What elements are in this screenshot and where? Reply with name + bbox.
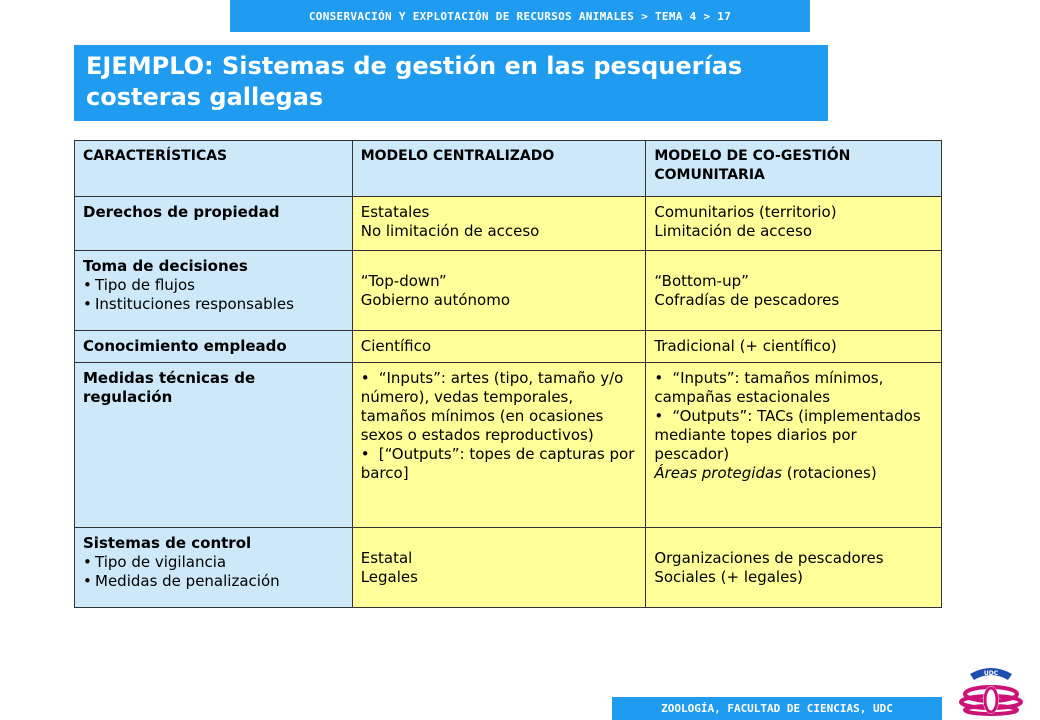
list-item-label: [“Outputs”: topes de capturas por barco] (360, 445, 635, 482)
list-item (361, 369, 638, 445)
feature-label: Toma de decisiones (83, 257, 248, 275)
list-item-label: Instituciones responsables (95, 295, 294, 313)
value-line: Estatales (360, 203, 430, 221)
value-cell (352, 197, 646, 251)
value-cell: Tradicional (+ científico) (646, 331, 942, 363)
list-item-label: “Outputs”: TACs (implementados mediante topes diarios por pescador) (654, 407, 921, 463)
value-line: Gobierno autónomo (360, 290, 511, 309)
footer-label: ZOOLOGÍA, FACULTAD DE CIENCIAS, UDC (612, 697, 942, 720)
comparison-table (74, 140, 942, 608)
value-cell (646, 197, 942, 251)
value-line (654, 464, 933, 483)
page-title-line1: EJEMPLO: Sistemas de gestión en las pesquerías (86, 52, 743, 80)
value-line: “Bottom-up” (654, 271, 749, 290)
list-item (83, 276, 344, 295)
value-cell (646, 528, 942, 608)
value-line: Estatal (360, 548, 413, 567)
value-cell: Científico (352, 331, 646, 363)
bullet-icon: • (654, 407, 664, 425)
feature-cell: Conocimiento empleado (75, 331, 353, 363)
list-item (83, 553, 344, 572)
value-cell (352, 251, 646, 331)
bullet-icon: • (654, 369, 664, 387)
header-centralizado: MODELO CENTRALIZADO (352, 141, 646, 197)
page-title-line2: costeras gallegas (86, 83, 324, 111)
table-header-row (75, 141, 942, 197)
feature-label: Sistemas de control (83, 534, 252, 552)
value-cell (352, 528, 646, 608)
bullet-icon: • (360, 445, 370, 463)
value-cell (352, 363, 646, 528)
header-cogestion: MODELO DE CO-GESTIÓN COMUNITARIA (646, 141, 942, 197)
value-cell (646, 251, 942, 331)
table-row (75, 331, 942, 363)
value-line: Cofradías de pescadores (654, 290, 840, 309)
list-item (83, 572, 344, 591)
list-item (361, 445, 638, 483)
value-line: “Top-down” (360, 271, 447, 290)
value-line: Sociales (+ legales) (654, 567, 803, 586)
italic-text: Áreas protegidas (654, 464, 782, 482)
value-line: No limitación de acceso (360, 222, 540, 240)
bullet-icon: • (83, 295, 92, 313)
list-item-label: “Inputs”: tamaños mínimos, campañas estacionales (654, 369, 884, 406)
feature-cell: Derechos de propiedad (75, 197, 353, 251)
value-line: Comunitarios (territorio) (654, 203, 837, 221)
header-caracteristicas: CARACTERÍSTICAS (75, 141, 353, 197)
feature-cell (75, 251, 353, 331)
value-cell (646, 363, 942, 528)
value-line: Organizaciones de pescadores (654, 548, 884, 567)
table-row (75, 197, 942, 251)
feature-cell (75, 528, 353, 608)
value-line: Legales (360, 567, 418, 586)
bullet-icon: • (83, 276, 92, 294)
feature-cell: Medidas técnicas de regulación (75, 363, 353, 528)
list-item (654, 407, 933, 464)
breadcrumb: CONSERVACIÓN Y EXPLOTACIÓN DE RECURSOS ANIMALES > TEMA 4 > 17 (230, 0, 810, 32)
list-item-label: Medidas de penalización (95, 572, 280, 590)
logo-banner-text: UDC (983, 670, 999, 677)
page-title (74, 45, 828, 121)
list-item-label: “Inputs”: artes (tipo, tamaño y/o número), vedas temporales, tamaños mínimos (en ocasiones sexos o estados reproductivos) (360, 369, 624, 444)
value-line: Limitación de acceso (654, 222, 813, 240)
plain-text: (rotaciones) (781, 464, 877, 482)
bullet-icon: • (360, 369, 370, 387)
table-row (75, 251, 942, 331)
bullet-icon: • (83, 572, 92, 590)
list-item (83, 295, 344, 314)
list-item-label: Tipo de vigilancia (95, 553, 227, 571)
table-row (75, 528, 942, 608)
list-item (654, 369, 933, 407)
list-item-label: Tipo de flujos (95, 276, 195, 294)
table-row (75, 363, 942, 528)
bullet-icon: • (83, 553, 92, 571)
udc-logo-icon (956, 660, 1026, 716)
